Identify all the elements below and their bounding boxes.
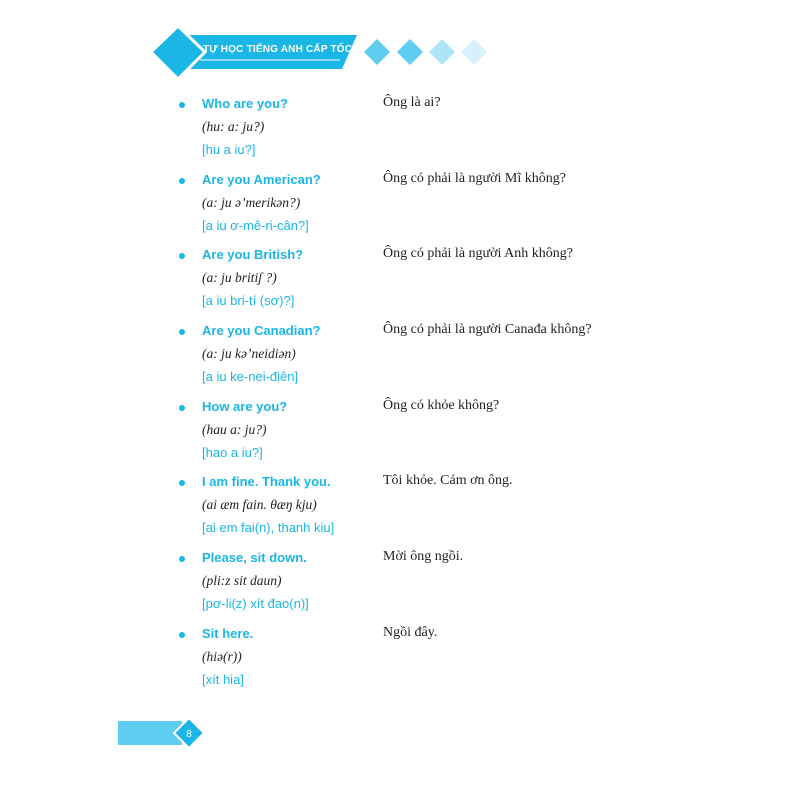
bullet-icon — [179, 405, 185, 411]
phrase-entry — [0, 549, 790, 625]
ipa-transcription: (pli:z sit daun) — [202, 573, 282, 588]
phrase-entry — [0, 473, 790, 549]
vietnamese-pronunciation: [a iu ơ-mê-ri-cân?] — [202, 218, 309, 233]
vietnamese-pronunciation: [hu a iu?] — [202, 142, 256, 157]
vietnamese-meaning: Tôi khỏe. Cám ơn ông. — [383, 473, 513, 488]
english-phrase: Sit here. — [202, 626, 254, 641]
bullet-icon — [179, 253, 185, 259]
vietnamese-meaning: Ông là ai? — [383, 95, 441, 110]
ipa-transcription: (a: ju britiʃ ?) — [202, 270, 277, 285]
bullet-icon — [179, 632, 185, 638]
ipa-transcription: (hiə(r)) — [202, 649, 242, 664]
footer-banner — [0, 700, 790, 760]
bullet-icon — [179, 329, 185, 335]
bullet-icon — [179, 480, 185, 486]
header-small-diamond-4 — [461, 39, 487, 65]
ipa-transcription: (hau a: ju?) — [202, 422, 267, 437]
vietnamese-pronunciation: [pơ-li(z) xít đao(n)] — [202, 596, 309, 611]
bullet-icon — [179, 556, 185, 562]
vietnamese-pronunciation: [a iu bri-tí (sơ)?] — [202, 293, 295, 308]
english-phrase: How are you? — [202, 399, 288, 414]
header-small-diamond-3 — [429, 39, 455, 65]
header-small-diamond-2 — [397, 39, 423, 65]
vietnamese-meaning: Ông có phải là người Canađa không? — [383, 322, 592, 337]
vietnamese-pronunciation: [ai em fai(n), thanh kiu] — [202, 520, 335, 535]
phrase-entry — [0, 625, 790, 701]
vietnamese-pronunciation: [xít hia] — [202, 672, 244, 687]
english-phrase: Who are you? — [202, 96, 288, 111]
ipa-transcription: (hu: a: ju?) — [202, 119, 265, 134]
ipa-transcription: (a: ju kə’neidiən) — [202, 346, 296, 361]
english-phrase: Please, sit down. — [202, 550, 307, 565]
bullet-icon — [179, 102, 185, 108]
header-large-diamond — [151, 26, 205, 79]
header-banner — [0, 0, 790, 90]
phrase-entry — [0, 246, 790, 322]
english-phrase: Are you Canadian? — [202, 323, 321, 338]
vietnamese-meaning: Mời ông ngồi. — [383, 549, 464, 564]
english-phrase: Are you British? — [202, 247, 304, 262]
phrase-entry — [0, 171, 790, 247]
vietnamese-meaning: Ông có khỏe không? — [383, 398, 500, 413]
page-header — [0, 0, 790, 90]
vietnamese-meaning: Ông có phải là người Mĩ không? — [383, 171, 566, 186]
page-number: 8 — [186, 729, 192, 740]
bullet-icon — [179, 178, 185, 184]
footer-bar — [118, 721, 182, 745]
vietnamese-meaning: Ông có phải là người Anh không? — [383, 246, 573, 261]
phrase-entry — [0, 322, 790, 398]
phrase-entry — [0, 95, 790, 171]
phrase-entry — [0, 398, 790, 474]
header-small-diamond-1 — [364, 39, 390, 65]
ipa-transcription: (ai æm fain. θæŋ kju) — [202, 497, 317, 512]
header-title: TỰ HỌC TIẾNG ANH CẤP TỐC — [203, 44, 353, 55]
ipa-transcription: (a: ju ə’merikən?) — [202, 195, 301, 210]
english-phrase: Are you American? — [202, 172, 321, 187]
vietnamese-meaning: Ngồi đây. — [383, 625, 438, 640]
vietnamese-pronunciation: [a iu ke-nei-điên] — [202, 369, 299, 384]
english-phrase: I am fine. Thank you. — [202, 474, 331, 489]
page-footer — [0, 700, 790, 760]
vietnamese-pronunciation: [hao a iu?] — [202, 445, 263, 460]
